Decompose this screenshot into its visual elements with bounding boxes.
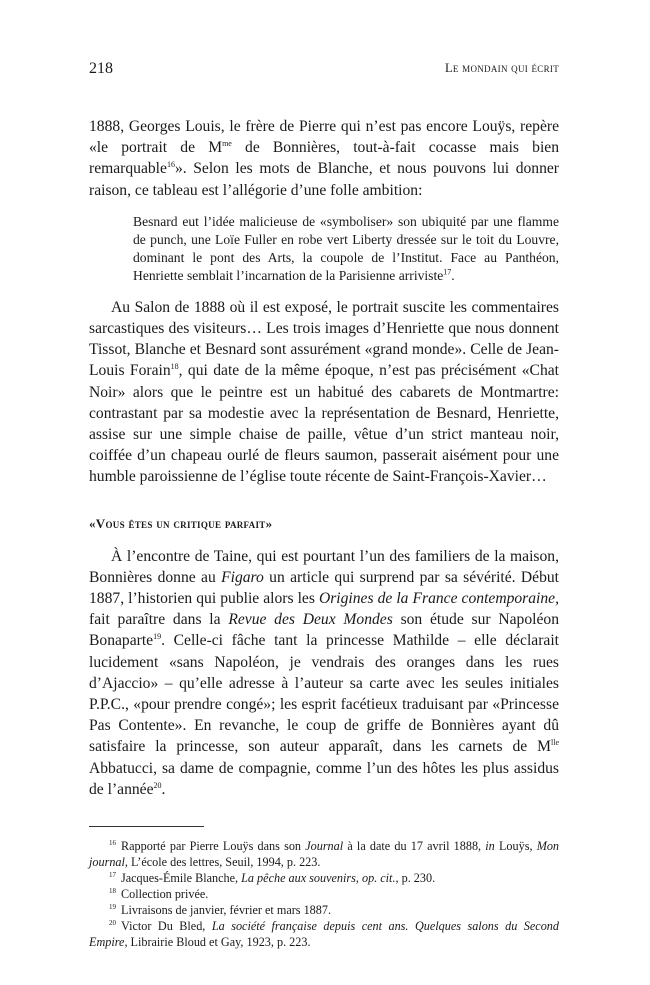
footnote-ref-16: 16 (166, 160, 175, 170)
body-text (89, 116, 559, 800)
block-quote: Besnard eut l’idée malicieuse de «symboliser» son ubiquité par une flamme de punch, une Loïe Fuller en robe vert Liberty dressée sur le toit du Louvre, dominant le pont des Arts, la coupole de l’Institut. Face au Panthéon, Henriette semblait l’incarnation de la Parisienne arriviste$^{17}$. (133, 213, 559, 283)
footnote-19: $^{19}$ Livraisons de janvier, février et mars 1887. (109, 902, 332, 917)
footnotes (89, 838, 559, 950)
paragraph-2: Au Salon de 1888 où il est exposé, le portrait suscite les commentaires sarcastiques des visiteurs… Les trois images d’Henriette que nous donnent Tissot, Blanche et Besnard sont assurément «grand monde». Celle de Jean-Louis Forain$^{18}$, qui date de la même époque, n’est pas précisément «Chat Noir» alors que le peintre est un habitué des cabarets de Montmartre: contrastant par sa modestie avec la représentation de Besnard, Henriette, assise sur une simple chaise de paille, vêtue d’un strict manteau noir, coiffée d’un chapeau ourlé de fleurs saumon, passerait aisément pour une humble paroissienne de l’église toute récente de Saint-François-Xavier… (89, 298, 559, 486)
footnote-18: $^{18}$ Collection privée. (109, 886, 209, 901)
paragraph-1: 1888, Georges Louis, le frère de Pierre qui n’est pas encore Louÿs, repère «le portrait de $M^{me}$ de Bonnières, tout-à-fait cocasse mais bien remarquable$^{16}$». Selon les mots de Blanche, et nous pouvons lui donner raison, ce tableau est l’allégorie d’une folle ambition: (89, 118, 559, 199)
running-head: Le mondain qui écrit (445, 61, 559, 75)
paragraph-3: À l’encontre de Taine, qui est pourtant l’un des familiers de la maison, Bonnières donne au Figaro un article qui surprend par sa sévérité. Début 1887, l’historien qui publie alors les Origines de la France contemporaine, fait paraître dans la Revue des Deux Mondes son étude sur Napoléon Bonaparte$^{19}$. Celle-ci fâche tant la princesse Mathilde – elle déclarait lucidement «sans Napoléon, je vendrais des oranges dans les rues d’Ajaccio» – qu’elle adresse à l’auteur sa carte avec les seules initiales P.P.C., «pour prendre congé»; les esprit facétieux traduisant par «Princesse Pas Contente». En revanche, le coup de griffe de Bonnières ayant dû satisfaire la princesse, son auteur apparaît, dans les carnets de $M^{lle}$ Abbatucci, sa dame de compagnie, comme l’un des hôtes les plus assidus de l’année$^{20}$. (89, 547, 560, 798)
page-number: 218 (89, 60, 113, 77)
footnote-17: $^{17}$ Jacques-Émile Blanche, La pêche aux souvenirs, op. cit., p. 230. (109, 870, 436, 885)
footnote-16: $^{16}$ Rapporté par Pierre Louÿs dans son Journal à la date du 17 avril 1888, in Louÿs, Mon journal, L’école des lettres, Seuil, 1994, p. 223. (89, 838, 560, 869)
footnote-ref-20: 20 (153, 780, 162, 790)
footnote-ref-17: 17 (443, 267, 452, 277)
footnote-ref-19: 19 (153, 632, 162, 642)
page-header (89, 60, 559, 80)
footnote-rule (89, 826, 204, 827)
footnote-20: $^{20}$ Victor Du Bled, La société française depuis cent ans. Quelques salons du Second Empire, Librairie Bloud et Gay, 1923, p. 223. (89, 918, 559, 949)
section-heading: «Vous êtes un critique parfait» (89, 515, 273, 531)
footnote-ref-18: 18 (170, 362, 179, 372)
